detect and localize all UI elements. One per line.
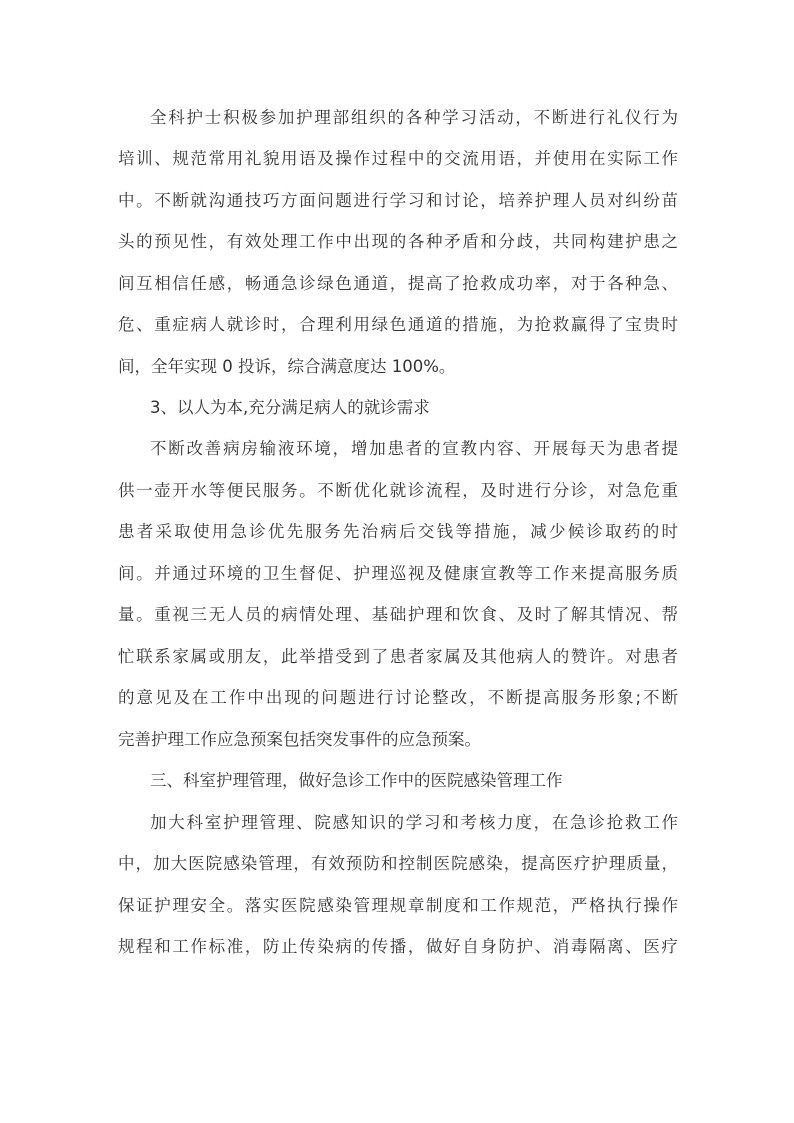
text-line: 量。重视三无人员的病情处理、基础护理和饮食、及时了解其情况、帮 bbox=[118, 605, 678, 624]
text-line: 全科护士积极参加护理部组织的各种学习活动，不断进行礼仪行为 bbox=[150, 108, 678, 127]
text-line: 保证护理安全。落实医院感染管理规章制度和工作规范，严格执行操作 bbox=[118, 896, 678, 915]
text-line: 忙联系家属或朋友，此举措受到了患者家属及其他病人的赞许。对患者 bbox=[118, 647, 678, 666]
text-line: 中，加大医院感染管理，有效预防和控制医院感染，提高医疗护理质量， bbox=[118, 854, 678, 873]
text-line: 的意见及在工作中出现的问题进行讨论整改，不断提高服务形象;不断 bbox=[118, 688, 678, 707]
text-line: 不断改善病房输液环境，增加患者的宣教内容、开展每天为患者提 bbox=[150, 439, 678, 458]
text-line: 间，全年实现 0 投诉，综合满意度达 100%。 bbox=[118, 357, 456, 376]
text-line: 规程和工作标准，防止传染病的传播，做好自身防护、消毒隔离、医疗 bbox=[118, 937, 678, 956]
text-line: 间。并通过环境的卫生督促、护理巡视及健康宣教等工作来提高服务质 bbox=[118, 564, 678, 583]
text-line: 间互相信任感，畅通急诊绿色通道，提高了抢救成功率，对于各种急、 bbox=[118, 274, 678, 293]
text-line: 培训、规范常用礼貌用语及操作过程中的交流用语，并使用在实际工作 bbox=[118, 149, 678, 168]
section-heading: 3、以人为本,充分满足病人的就诊需求 bbox=[150, 398, 430, 417]
text-line: 危、重症病人就诊时，合理利用绿色通道的措施，为抢救赢得了宝贵时 bbox=[118, 315, 678, 334]
text-line: 供一壶开水等便民服务。不断优化就诊流程，及时进行分诊，对急危重 bbox=[118, 481, 678, 500]
text-line: 完善护理工作应急预案包括突发事件的应急预案。 bbox=[118, 730, 481, 749]
text-line: 患者采取使用急诊优先服务先治病后交钱等措施，减少候诊取药的时 bbox=[118, 522, 678, 541]
text-line: 头的预见性，有效处理工作中出现的各种矛盾和分歧，共同构建护患之 bbox=[118, 232, 678, 251]
text-line: 中。不断就沟通技巧方面问题进行学习和讨论，培养护理人员对纠纷苗 bbox=[118, 191, 678, 210]
text-line: 加大科室护理管理、院感知识的学习和考核力度，在急诊抢救工作 bbox=[150, 813, 678, 832]
section-heading: 三、科室护理管理，做好急诊工作中的医院感染管理工作 bbox=[150, 771, 563, 790]
